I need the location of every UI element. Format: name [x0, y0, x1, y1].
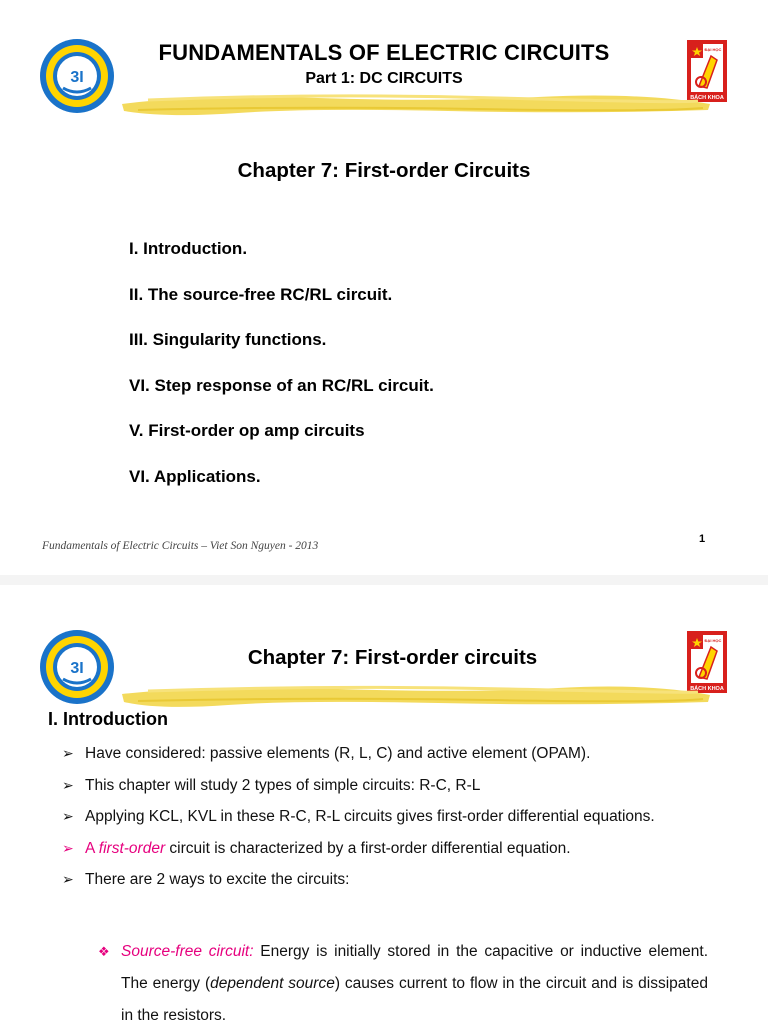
toc-item: III. Singularity functions.	[129, 330, 327, 349]
toc-item: V. First-order op amp circuits	[129, 421, 365, 440]
diamond-bullet-icon: ❖	[98, 944, 110, 959]
header-brush-stroke	[118, 88, 713, 118]
list-item: ➢ Have considered: passive elements (R, L, C) and active element (OPAM).	[62, 738, 708, 770]
list-item: ❖ Source-free circuit: Energy is initially stored in the capacitive or inductive element. The energy (dependent source) causes current to flow in the circuit and is dissipated in the resistors.	[98, 936, 708, 1024]
toc-item: II. The source-free RC/RL circuit.	[129, 284, 393, 304]
header-brush-stroke	[118, 680, 713, 710]
section-heading: I. Introduction	[48, 709, 168, 729]
toc-item: VI. Applications.	[129, 466, 261, 486]
svg-text:ĐẠI HỌC: ĐẠI HỌC	[704, 47, 722, 52]
list-item: ➢ Applying KCL, KVL in these R-C, R-L circuits gives first-order differential equations.	[62, 801, 708, 833]
toc-item: I. Introduction.	[129, 239, 248, 258]
svg-text:3I: 3I	[70, 69, 84, 86]
arrow-bullet-icon: ➢	[62, 808, 74, 824]
svg-text:3I: 3I	[70, 660, 84, 677]
table-of-contents	[129, 238, 434, 511]
list-item: ➢ This chapter will study 2 types of simple circuits: R-C, R-L	[62, 770, 708, 802]
sub-bullet-list	[98, 936, 708, 1024]
course-title: FUNDAMENTALS OF ELECTRIC CIRCUITS	[158, 40, 610, 65]
svg-text:ĐẠI HỌC: ĐẠI HỌC	[704, 638, 722, 643]
slide-separator	[0, 575, 768, 585]
arrow-bullet-icon: ➢	[62, 745, 74, 761]
toc-item: VI. Step response of an RC/RL circuit.	[129, 375, 434, 395]
arrow-bullet-icon: ➢	[62, 871, 74, 887]
slide-2	[0, 585, 768, 1024]
svg-text:BÁCH KHOA: BÁCH KHOA	[690, 95, 724, 101]
chapter-title: Chapter 7: First-order Circuits	[237, 159, 531, 182]
svg-text:BÁCH KHOA: BÁCH KHOA	[690, 686, 724, 692]
list-item: ➢ There are 2 ways to excite the circuits:	[62, 864, 708, 896]
course-subtitle: Part 1: DC CIRCUITS	[305, 70, 463, 87]
slide-footer: Fundamentals of Electric Circuits – Viet Son Nguyen - 2013	[42, 540, 319, 552]
arrow-bullet-icon: ➢	[62, 839, 74, 856]
arrow-bullet-icon: ➢	[62, 776, 74, 793]
list-item: ➢ A first-order circuit is characterized by a first-order differential equation.	[62, 833, 708, 865]
page-number: 1	[699, 533, 706, 545]
emphasized-term: first-order	[98, 839, 166, 857]
chapter-title: Chapter 7: First-order circuits	[247, 646, 538, 669]
emphasized-term: Source-free circuit:	[121, 943, 254, 960]
bullet-list	[62, 738, 708, 896]
